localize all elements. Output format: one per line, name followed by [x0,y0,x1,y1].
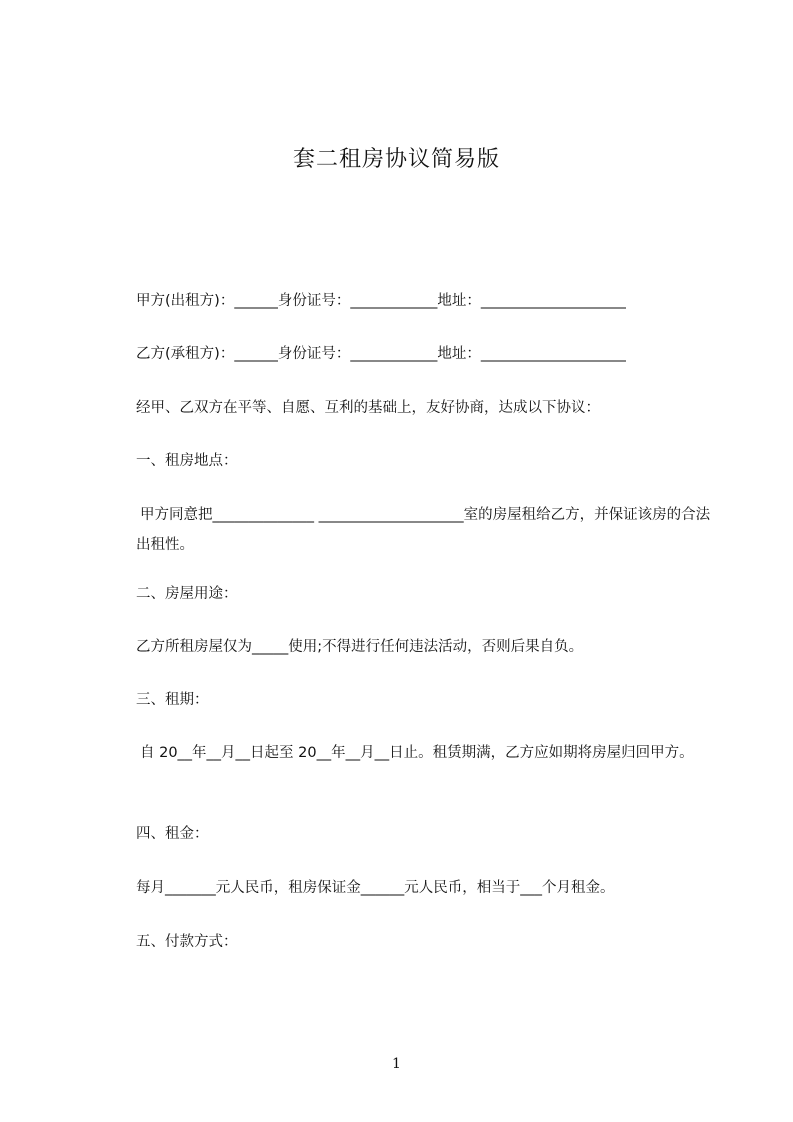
section-4-body: 每月_______元人民币，租房保证金______元人民币，相当于___个月租金。 [136,880,615,896]
section-4-heading: 四、租金： [136,826,209,842]
document-title: 套二租房协议简易版 [292,147,500,172]
page-number: 1 [392,1056,401,1072]
intro-paragraph: 经甲、乙双方在平等、自愿、互利的基础上，友好协商，达成以下协议： [136,400,600,416]
section-5-heading: 五、付款方式： [136,934,238,950]
party-a-line: 甲方(出租方)：______身份证号：____________地址：____________________ [136,293,626,309]
section-2-body: 乙方所租房屋仅为_____使用;不得进行任何违法活动，否则后果自负。 [136,639,584,655]
section-1-heading: 一、租房地点： [136,453,238,469]
party-b-line: 乙方(承租方)：______身份证号：____________地址：____________________ [136,346,626,362]
section-2-heading: 二、房屋用途： [136,586,238,602]
section-3-heading: 三、租期： [136,692,209,708]
section-3-body: 自 20__年__月__日起至 20__年__月__日止。租赁期满，乙方应如期将房屋归回甲方。 [140,745,694,761]
section-1-body: 甲方同意把______________ ____________________室的房屋租给乙方，并保证该房的合法出租性。 [136,507,711,553]
